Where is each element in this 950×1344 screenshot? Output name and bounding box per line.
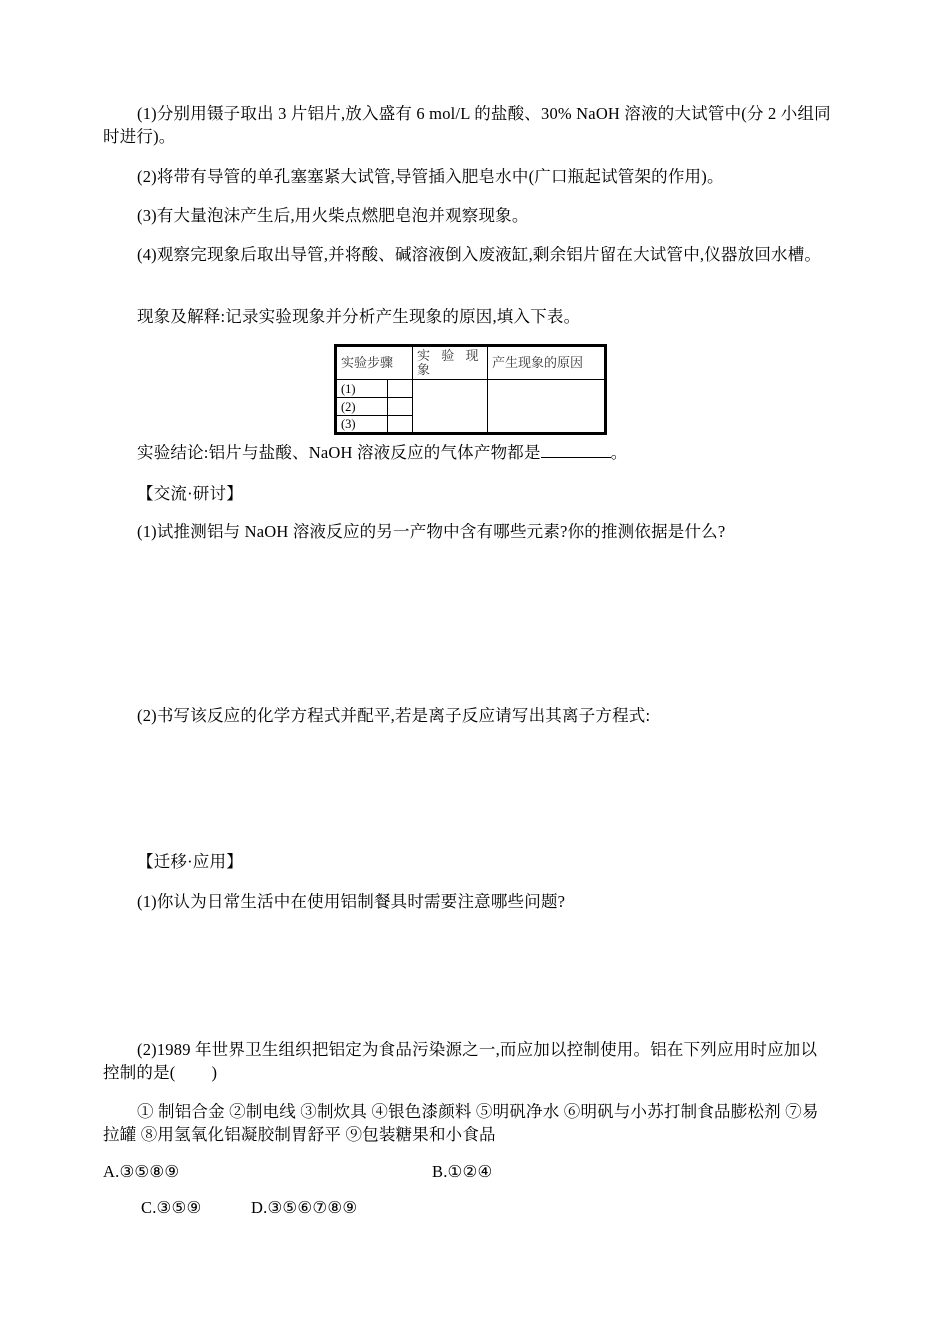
application-heading: 【迁移·应用】 [137, 852, 243, 871]
table-cell [388, 398, 413, 416]
phenomenon-cell [413, 380, 488, 434]
experiment-conclusion [103, 441, 833, 464]
table-cell [388, 380, 413, 398]
experiment-table [334, 344, 607, 435]
table-header-row [336, 346, 606, 380]
header-reason: 产生现象的原因 [488, 346, 606, 380]
procedure-step-3: (3)有大量泡沫产生后,用火柴点燃肥皂泡并观察现象。 [137, 206, 529, 225]
discussion-heading: 【交流·研讨】 [137, 484, 243, 503]
question-2-text: (2)1989 年世界卫生组织把铝定为食品污染源之一,而应加以控制使用。铝在下列应用时应加以控制的是( [103, 1040, 818, 1082]
application-question-2 [103, 1038, 833, 1084]
conclusion-text: 实验结论:铝片与盐酸、NaOH 溶液反应的气体产物都是 [137, 443, 541, 462]
table-row [336, 380, 606, 398]
options-list: ① 制铝合金 ②制电线 ③制炊具 ④银色漆颜料 ⑤明矾净水 ⑥明矾与小苏打制食品膨松剂 ⑦易拉罐 ⑧用氢氧化铝凝胶制胃舒平 ⑨包装糖果和小食品 [103, 1102, 819, 1144]
row-label: (3) [336, 416, 388, 434]
table-cell [388, 416, 413, 434]
row-label: (2) [336, 398, 388, 416]
choice-c[interactable]: C.③⑤⑨ [141, 1198, 202, 1217]
reason-cell [488, 380, 606, 434]
choice-b[interactable]: B.①②④ [432, 1162, 493, 1181]
choice-d[interactable]: D.③⑤⑥⑦⑧⑨ [251, 1198, 358, 1217]
conclusion-end: 。 [610, 443, 628, 462]
discussion-question-2: (2)书写该反应的化学方程式并配平,若是离子反应请写出其离子方程式: [137, 706, 651, 725]
application-question-1: (1)你认为日常生活中在使用铝制餐具时需要注意哪些问题? [137, 892, 566, 911]
discussion-question-1: (1)试推测铝与 NaOH 溶液反应的另一产物中含有哪些元素?你的推测依据是什么? [137, 522, 726, 541]
choice-a[interactable]: A.③⑤⑧⑨ [103, 1162, 180, 1181]
header-steps: 实验步骤 [336, 346, 413, 380]
procedure-step-1: (1)分别用镊子取出 3 片铝片,放入盛有 6 mol/L 的盐酸、30% NaOH 溶液的大试管中(分 2 小组同时进行)。 [103, 104, 831, 146]
answer-blank[interactable] [541, 443, 611, 458]
row-label: (1) [336, 380, 388, 398]
question-2-close: ) [211, 1063, 218, 1082]
explanation-instruction: 现象及解释:记录实验现象并分析产生现象的原因,填入下表。 [137, 307, 581, 326]
header-phenomenon: 实 验 现 象 [413, 346, 488, 380]
procedure-step-2: (2)将带有导管的单孔塞塞紧大试管,导管插入肥皂水中(广口瓶起试管架的作用)。 [137, 167, 724, 186]
procedure-step-4: (4)观察完现象后取出导管,并将酸、碱溶液倒入废液缸,剩余铝片留在大试管中,仪器放回水槽。 [137, 245, 822, 264]
